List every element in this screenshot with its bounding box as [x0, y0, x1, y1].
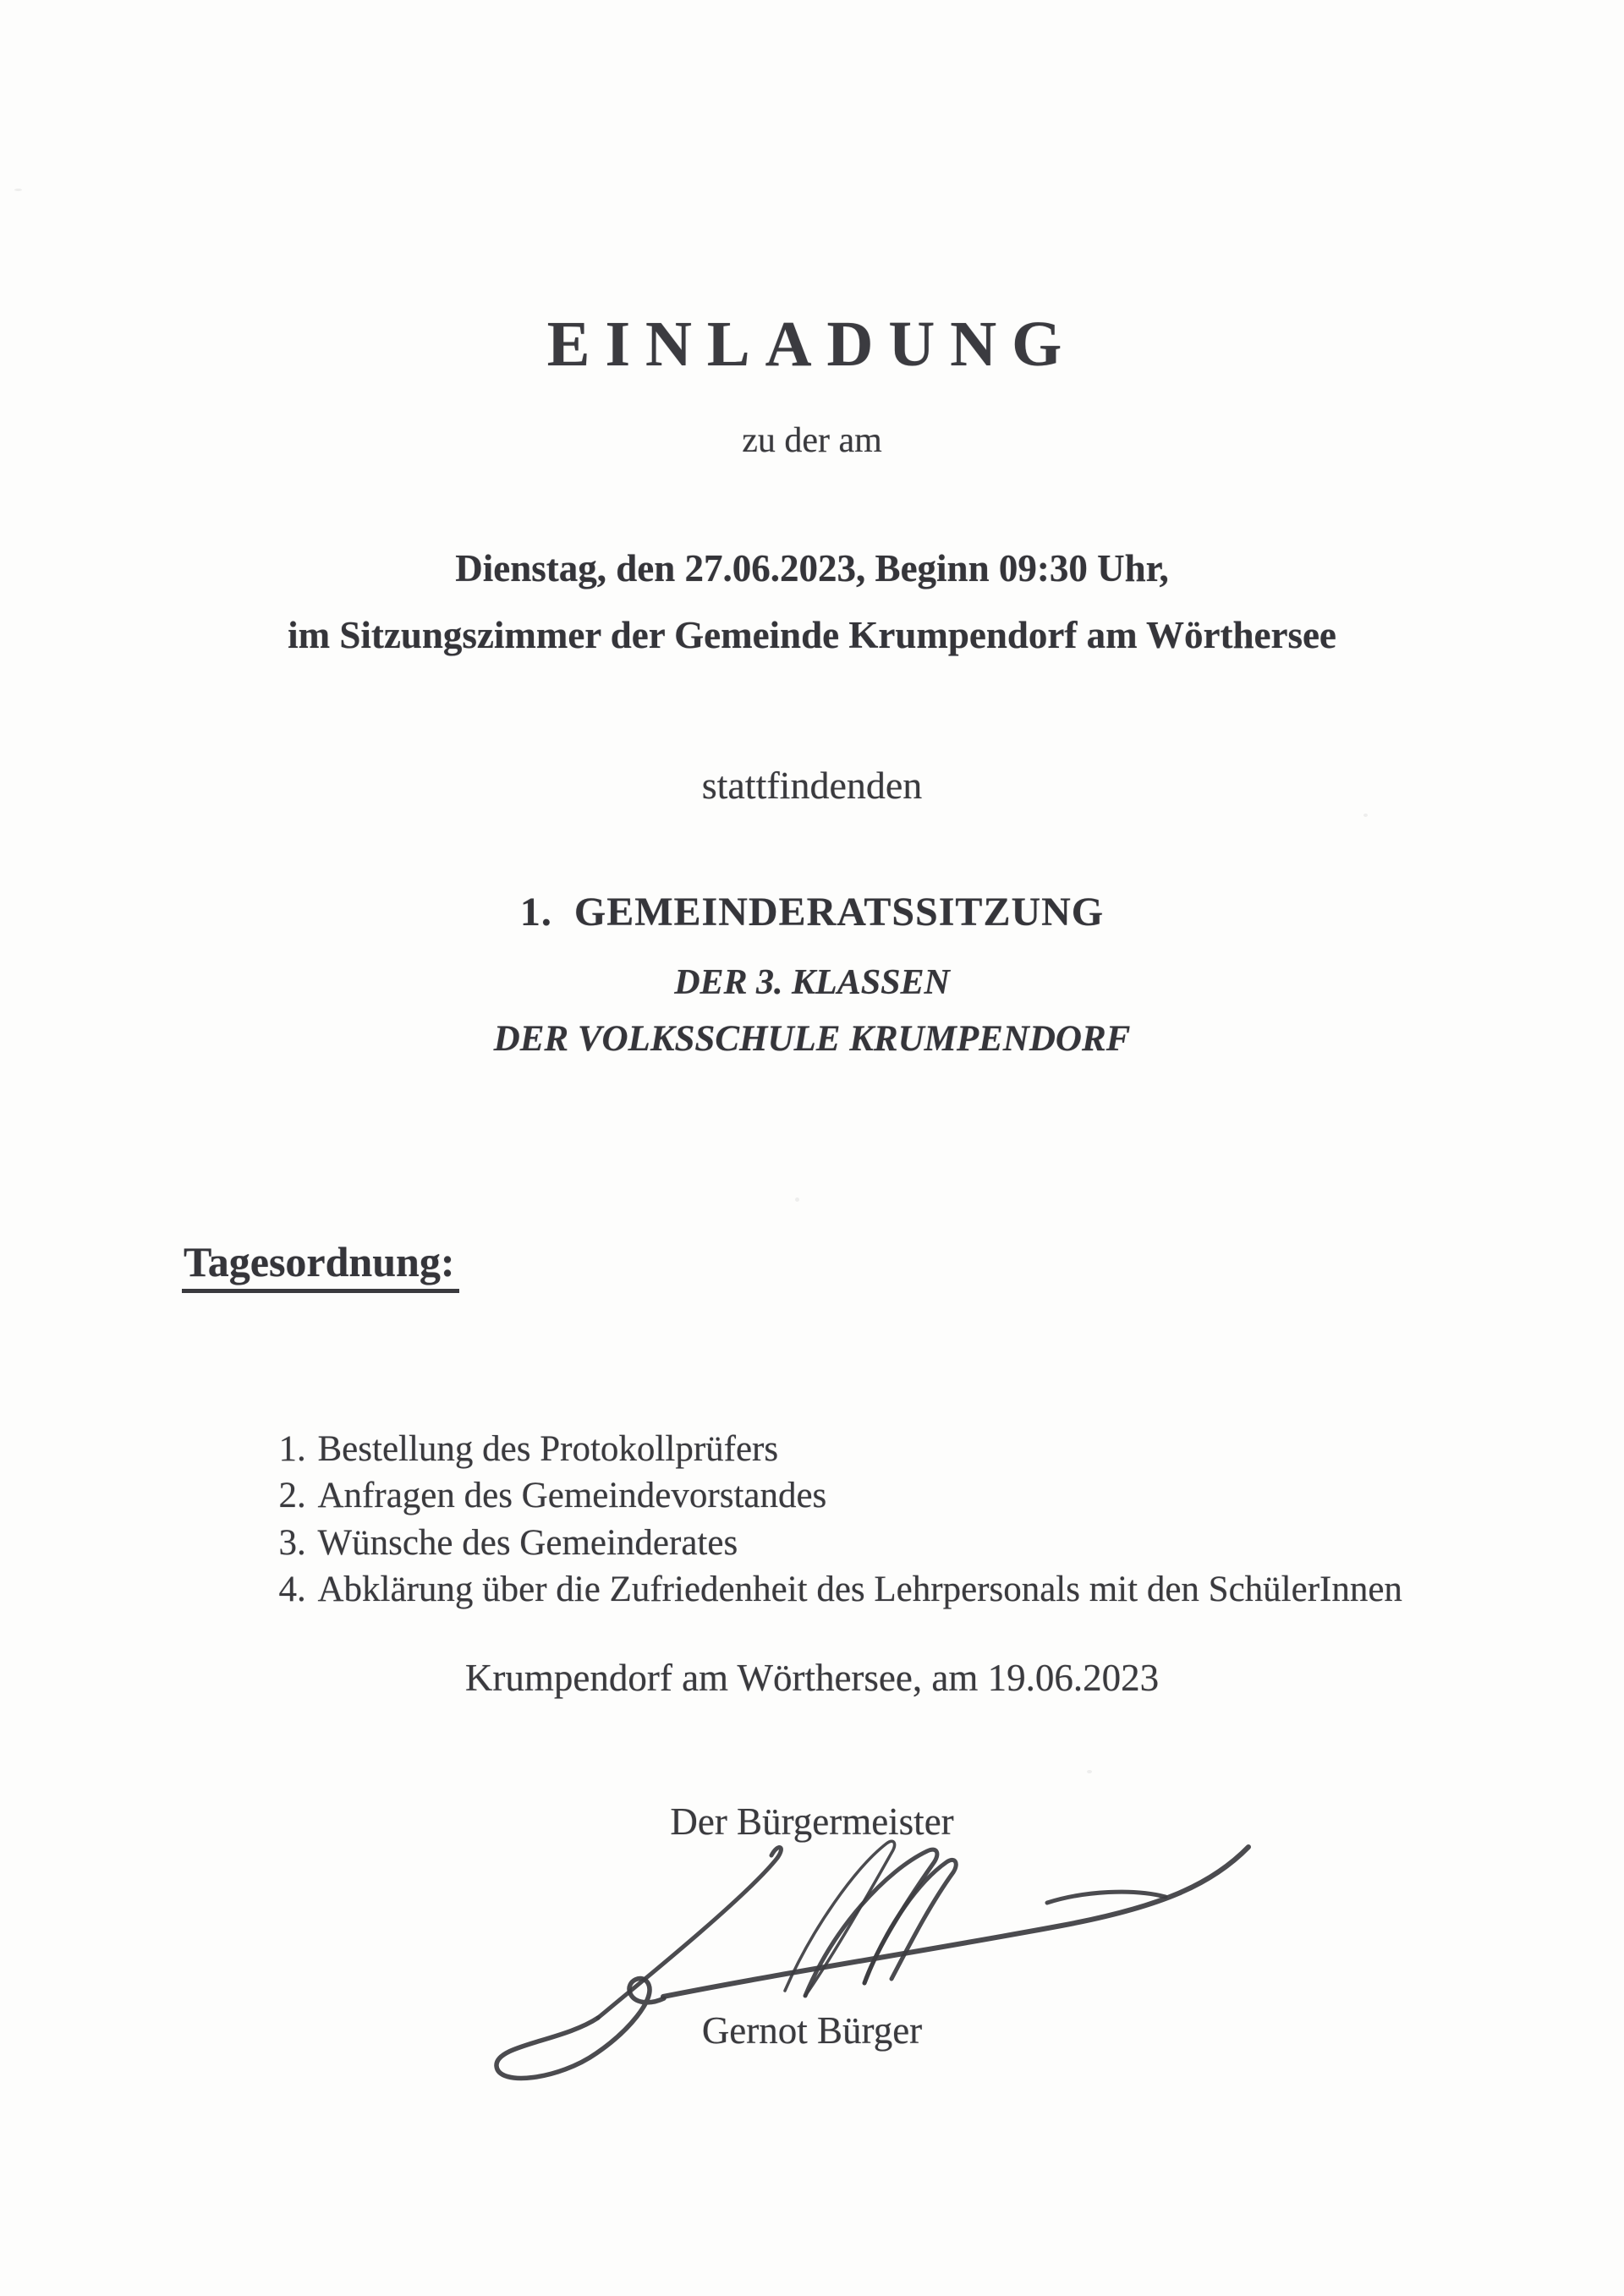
meeting-location-line: im Sitzungszimmer der Gemeinde Krumpendorf am Wörthersee [288, 614, 1336, 656]
session-subtitle-school: DER VOLKSSCHULE KRUMPENDORF [493, 1019, 1131, 1059]
signature-role-line: Der Bürgermeister [670, 1800, 954, 1843]
connector-line: stattfindenden [701, 764, 923, 807]
scan-speck [1363, 814, 1368, 817]
intro-line: zu der am [742, 421, 882, 460]
agenda-item-text: Bestellung des Protokollprüfers [317, 1428, 779, 1469]
scan-speck [14, 189, 22, 191]
agenda-item-text: Wünsche des Gemeinderates [317, 1522, 738, 1563]
session-title: 1. GEMEINDERATSSITZUNG [519, 890, 1105, 934]
document-title: EINLADUNG [546, 309, 1078, 380]
agenda-item-number: 3. [278, 1522, 306, 1563]
session-subtitle-classes: DER 3. KLASSEN [674, 963, 950, 1002]
scan-speck [795, 1197, 799, 1202]
signature-stroke-tall-loop-2 [805, 1849, 937, 1996]
place-date-line: Krumpendorf am Wörthersee, am 19.06.2023 [464, 1657, 1160, 1699]
agenda-list [224, 1378, 1402, 1609]
agenda-item-text: Anfragen des Gemeindevorstandes [317, 1476, 827, 1515]
agenda-item-text: Abklärung über die Zufriedenheit des Lehrpersonals mit den SchülerInnen [317, 1570, 1402, 1609]
scan-speck [1087, 1770, 1092, 1773]
agenda-item-1 [224, 1378, 1402, 1469]
signature-stroke-flat-dash [1047, 1892, 1166, 1903]
agenda-item-number: 1. [278, 1428, 306, 1469]
agenda-heading-underlined-text: Tagesordnung: [182, 1241, 459, 1293]
signature-name-line: Gernot Bürger [701, 2009, 923, 2052]
agenda-item-number: 2. [278, 1476, 306, 1515]
meeting-date-line: Dienstag, den 27.06.2023, Beginn 09:30 Uhr, [455, 547, 1169, 589]
agenda-item-number: 4. [278, 1570, 306, 1609]
agenda-heading [182, 1238, 459, 1293]
